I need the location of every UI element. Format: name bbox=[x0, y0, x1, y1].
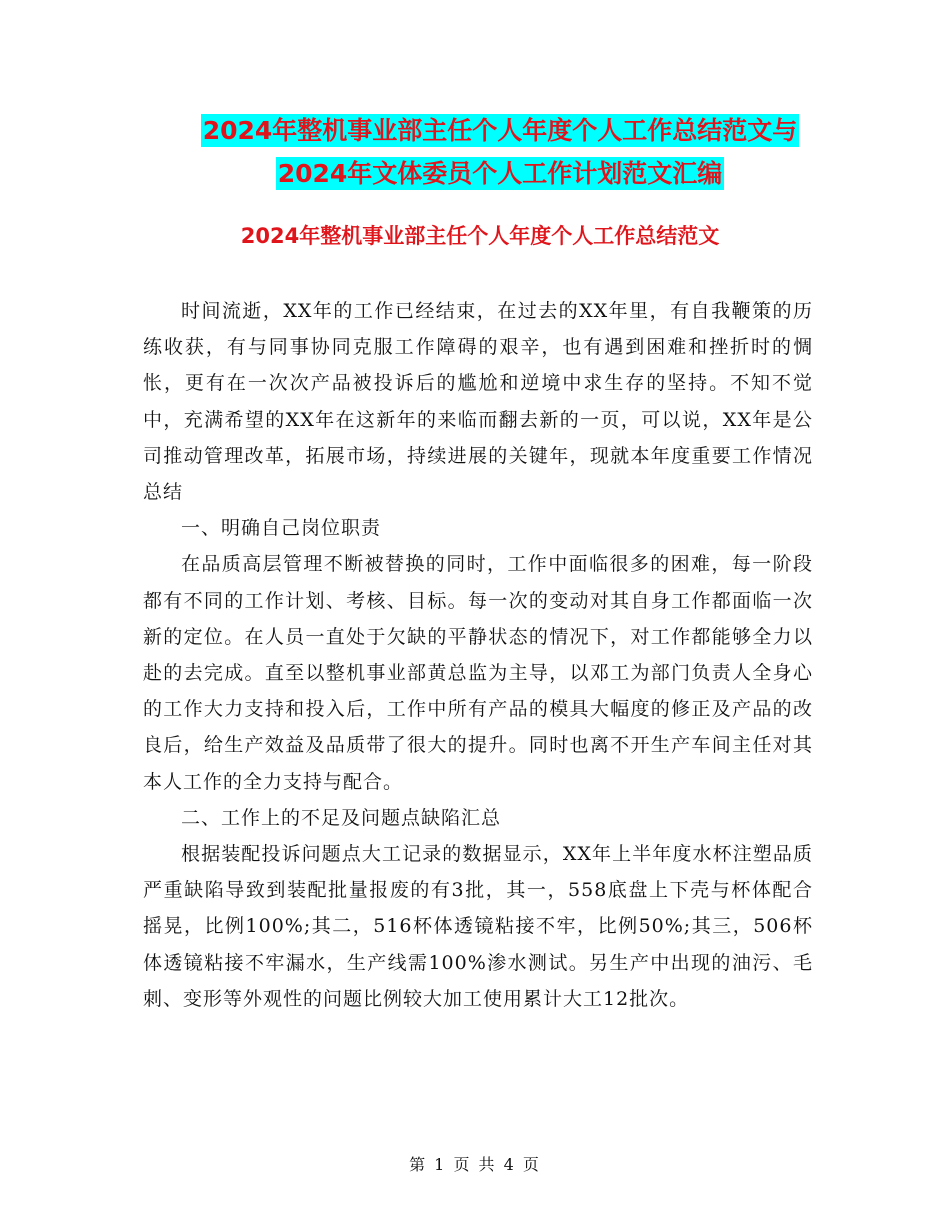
section-title: 2024年整机事业部主任个人年度个人工作总结范文 bbox=[240, 224, 720, 248]
paragraph-shortcomings: 根据装配投诉问题点大工记录的数据显示，XX年上半年度水杯注塑品质严重缺陷导致到装配批量报废的有3批，其一，558底盘上下壳与杯体配合摇晃，比例100%;其二，516杯体透镜粘接不牢，比例50%;其三，506杯体透镜粘接不牢漏水，生产线需100%渗水测试。另生产中出现的油污、毛刺、变形等外观性的问题比例较大加工使用累计大工12批次。 bbox=[143, 843, 813, 1010]
heading-shortcomings: 二、工作上的不足及问题点缺陷汇总 bbox=[181, 806, 502, 829]
document-title-line-1 bbox=[140, 114, 860, 148]
paragraph-intro: 时间流逝，XX年的工作已经结束，在过去的XX年里，有自我鞭策的历练收获，有与同事协同克服工作障碍的艰辛，也有遇到困难和挫折时的惆怅，更有在一次次产品被投诉后的尴尬和逆境中求生存的坚持。不知不觉中，充满希望的XX年在这新年的来临而翻去新的一页，可以说，XX年是公司推动管理改革，拓展市场，持续进展的关键年，现就本年度重要工作情况总结 bbox=[143, 300, 813, 504]
document-title-line-2 bbox=[140, 157, 860, 191]
paragraph-job-duties: 在品质高层管理不断被替换的同时，工作中面临很多的困难，每一阶段都有不同的工作计划、考核、目标。每一次的变动对其自身工作都面临一次新的定位。在人员一直处于欠缺的平静状态的情况下，对工作都能够全力以赴的去完成。直至以整机事业部黄总监为主导，以邓工为部门负责人全身心的工作大力支持和投入后，工作中所有产品的模具大幅度的修正及产品的改良后，给生产效益及品质带了很大的提升。同时也离不开生产车间主任对其本人工作的全力支持与配合。 bbox=[143, 553, 813, 793]
document-body bbox=[143, 293, 813, 1017]
heading-job-duties: 一、明确自己岗位职责 bbox=[181, 517, 382, 540]
page-number-footer: 第 1 页 共 4 页 bbox=[409, 1155, 541, 1174]
title-highlight: 2024年整机事业部主任个人年度个人工作总结范文与 bbox=[202, 116, 798, 145]
title-highlight: 2024年文体委员个人工作计划范文汇编 bbox=[277, 159, 723, 188]
